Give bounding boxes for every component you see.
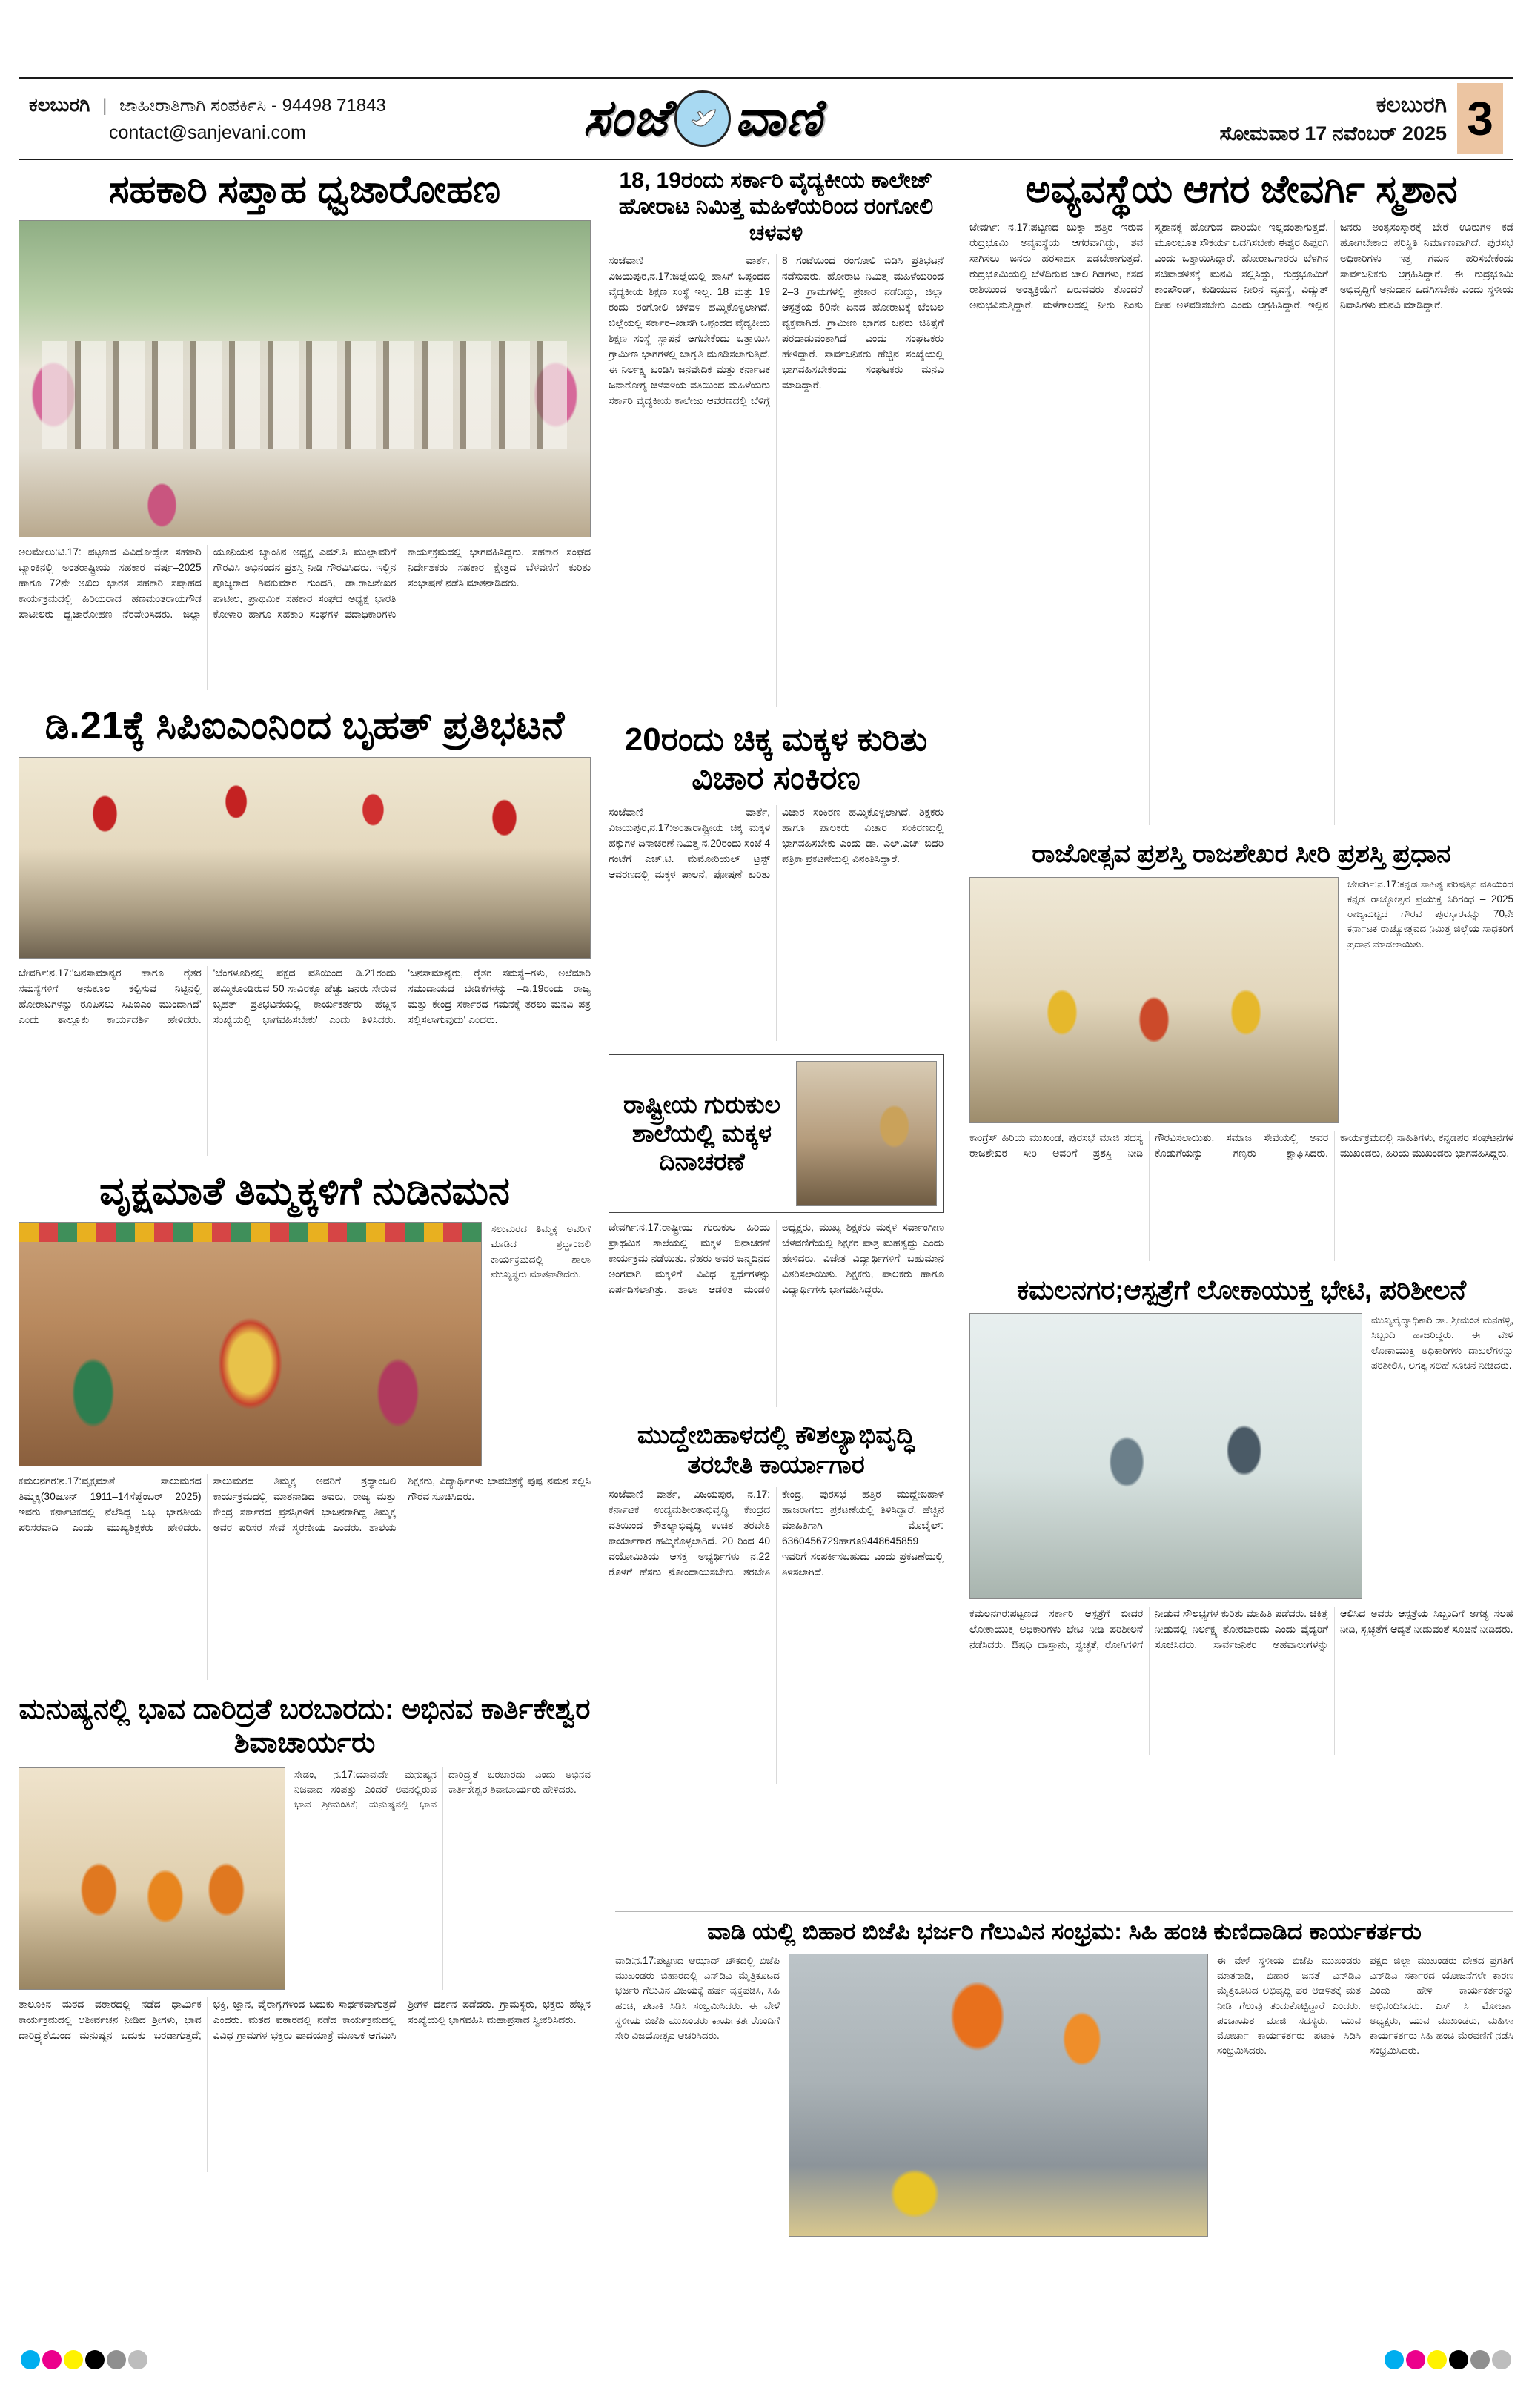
article-headline: ರಾಷ್ಟ್ರೀಯ ಗುರುಕುಲ ಶಾಲೆಯಲ್ಲಿ ಮಕ್ಕಳ ದಿನಾಚರಣೆ	[623, 1090, 780, 1176]
article-shivacharya-speech	[19, 1693, 591, 2172]
article-body: ಕಾಂಗ್ರೆಸ್ ಹಿರಿಯ ಮುಖಂಡ, ಪುರಸಭೆ ಮಾಜಿ ಸದಸ್ಯ ರಾಜಶೇಖರ ಸೀರಿ ಅವರಿಗೆ ಪ್ರಶಸ್ತಿ ನೀಡಿ ಗೌರವಿಸಲಾಯಿತು. ಸಮಾಜ ಸೇವೆಯಲ್ಲಿ ಅವರ ಕೊಡುಗೆಯನ್ನು ಗಣ್ಯರು ಶ್ಲಾಘಿಸಿದರು. ಕಾರ್ಯಕ್ರಮದಲ್ಲಿ ಸಾಹಿತಿಗಳು, ಕನ್ನಡಪರ ಸಂಘಟನೆಗಳ ಮುಖಂಡರು, ಹಿರಿಯ ಮುಖಂಡರು ಭಾಗವಹಿಸಿದ್ದರು.	[969, 1131, 1513, 1159]
cyan-dot	[21, 2350, 40, 2369]
article-col-2: ಈ ವೇಳೆ ಸ್ಥಳೀಯ ಬಿಜೆಪಿ ಮುಖಂಡರು ಮಾತನಾಡಿ, ಬಿಹಾರ ಜನತೆ ಎನ್‌ಡಿಎ ಮೈತ್ರಿಕೂಟದ ಅಭಿವೃದ್ಧಿ ಪರ ಆಡಳಿತಕ್ಕೆ ಮತ ನೀಡಿ ಗೆಲುವು ತಂದುಕೊಟ್ಟಿದ್ದಾರೆ ಎಂದರು. ಪಂಚಾಯತ ಮಾಜಿ ಸದಸ್ಯರು, ಯುವ ಮೋರ್ಚಾ ಕಾರ್ಯಕರ್ತರು ಪಟಾಕಿ ಸಿಡಿಸಿ ಸಂಭ್ರಮಿಸಿದರು.	[1217, 1954, 1361, 2057]
black-dot	[1449, 2350, 1468, 2369]
photo-saffron-seers-gathering	[19, 1767, 285, 1990]
magenta-dot	[42, 2350, 62, 2369]
article-body: ಸಂಜೆವಾಣಿ ವಾರ್ತೆ, ವಿಜಯಪುರ, ನ.17: ಕರ್ನಾಟಕ ಉದ್ಯಮಶೀಲತಾಭಿವೃದ್ಧಿ ಕೇಂದ್ರದ ವತಿಯಿಂದ ಕೌಶಲ್ಯಾಭಿವೃದ್ಧಿ ಉಚಿತ ತರಬೇತಿ ಕಾರ್ಯಾಗಾರ ಹಮ್ಮಿಕೊಳ್ಳಲಾಗಿದೆ. 20 ರಿಂದ 40 ವಯೋಮಿತಿಯ ಆಸಕ್ತ ಅಭ್ಯರ್ಥಿಗಳು ನ.22 ರೊಳಗೆ ಹೆಸರು ನೋಂದಾಯಿಸಬೇಕು. ತರಬೇತಿ ಕೇಂದ್ರ, ಪುರಸಭೆ ಹತ್ತಿರ ಮುದ್ದೇಬಿಹಾಳ ಹಾಜರಾಗಲು ಪ್ರಕಟಣೆಯಲ್ಲಿ ತಿಳಿಸಿದ್ದಾರೆ. ಹೆಚ್ಚಿನ ಮಾಹಿತಿಗಾಗಿ ಮೊಬೈಲ್: 6360456729ಹಾಗೂ9448645859 ಇವರಿಗೆ ಸಂಪರ್ಕಿಸಬಹುದು ಎಂದು ಪ್ರಕಟಣೆಯಲ್ಲಿ ತಿಳಿಸಲಾಗಿದೆ.	[609, 1489, 944, 1578]
article-body: ತಾಲೂಕಿನ ಮಠದ ವಠಾರದಲ್ಲಿ ನಡೆದ ಧಾರ್ಮಿಕ ಕಾರ್ಯಕ್ರಮದಲ್ಲಿ ಆಶೀರ್ವಚನ ನೀಡಿದ ಶ್ರೀಗಳು, ಭಾವ ದಾರಿದ್ರ್ಯತೆಯಿಂದ ಮನುಷ್ಯನ ಬದುಕು ಬರಡಾಗುತ್ತದೆ; ಭಕ್ತಿ, ಜ್ಞಾನ, ವೈರಾಗ್ಯಗಳಿಂದ ಬದುಕು ಸಾರ್ಥಕವಾಗುತ್ತದೆ ಎಂದರು. ಮಠದ ವಠಾರದಲ್ಲಿ ನಡೆದ ಕಾರ್ಯಕ್ರಮದಲ್ಲಿ ವಿವಿಧ ಗ್ರಾಮಗಳ ಭಕ್ತರು ಪಾದಯಾತ್ರೆ ಮೂಲಕ ಆಗಮಿಸಿ ಶ್ರೀಗಳ ದರ್ಶನ ಪಡೆದರು. ಗ್ರಾಮಸ್ಥರು, ಭಕ್ತರು ಹೆಚ್ಚಿನ ಸಂಖ್ಯೆಯಲ್ಲಿ ಭಾಗವಹಿಸಿ ಮಹಾಪ್ರಸಾದ ಸ್ವೀಕರಿಸಿದರು.	[19, 1998, 591, 2041]
article-side-text: ಸಲುಮರದ ತಿಮ್ಮಕ್ಕ ಅವರಿಗೆ ಮಾಡಿದ ಶ್ರದ್ಧಾಂಜಲಿ ಕಾರ್ಯಕ್ರಮದಲ್ಲಿ ಶಾಲಾ ಮುಖ್ಯಸ್ಥರು ಮಾತನಾಡಿದರು.	[491, 1223, 591, 1280]
article-lokayukta-visit	[969, 1274, 1513, 1755]
black-dot	[85, 2350, 105, 2369]
masthead	[583, 89, 822, 148]
gray-dot	[1470, 2350, 1490, 2369]
article-body: ಅಲಮೇಲು:ಟಿ.17: ಪಟ್ಟಣದ ವಿವಿಧೋದ್ದೇಶ ಸಹಕಾರಿ ಬ್ಯಾಂಕಿನಲ್ಲಿ ಅಂತರಾಷ್ಟ್ರೀಯ ಸಹಕಾರ ವರ್ಷ–2025 ಹಾಗೂ 72ನೇ ಅಖಿಲ ಭಾರತ ಸಹಕಾರಿ ಸಪ್ತಾಹದ ಕಾರ್ಯಕ್ರಮದಲ್ಲಿ ಹಿರಿಯರಾದ ಹಣಮಂತರಾಯಗೌಡ ಪಾಟೀಲರು ಧ್ವಜಾರೋಹಣ ನೆರವೇರಿಸಿದರು. ಜಿಲ್ಲಾ ಯೂನಿಯನ ಬ್ಯಾಂಕಿನ ಅಧ್ಯಕ್ಷ ಎಮ್.ಸಿ ಮುಲ್ಲಾವರಿಗೆ ಗೌರವಿಸಿ ಅಭಿನಂದನ ಪ್ರಶಸ್ತಿ ನೀಡಿ ಗೌರವಿಸಿದರು. ಇಲ್ಲಿನ ಪೂಜ್ಯರಾದ ಶಿವಕುಮಾರ ಗುಂದಗಿ, ಡಾ.ರಾಜಶೇಖರ ಪಾಟೀಲ, ಪ್ರಾಥಮಿಕ ಸಹಕಾರ ಸಂಘದ ಅಧ್ಯಕ್ಷ ಭಾರತಿ ಕೋಳಾರಿ ಹಾಗೂ ಸಹಕಾರಿ ಸಂಘಗಳ ಪದಾಧಿಕಾರಿಗಳು ಕಾರ್ಯಕ್ರಮದಲ್ಲಿ ಭಾಗವಹಿಸಿದ್ದರು. ಸಹಕಾರ ಸಂಘದ ನಿರ್ದೇಶಕರು ಸಹಕಾರ ಕ್ಷೇತ್ರದ ಬೆಳವಣಿಗೆ ಕುರಿತು ಸಂಭಾಷಣೆ ನಡೆಸಿ ಮಾತನಾಡಿದರು.	[19, 546, 591, 621]
gray-dot	[107, 2350, 126, 2369]
article-body: ಕಮಲನಗರ:ಪಟ್ಟಣದ ಸರ್ಕಾರಿ ಆಸ್ಪತ್ರೆಗೆ ಬೀದರ ಲೋಕಾಯುಕ್ತ ಅಧಿಕಾರಿಗಳು ಭೇಟಿ ನೀಡಿ ಪರಿಶೀಲನೆ ನಡೆಸಿದರು. ಔಷಧಿ ದಾಸ್ತಾನು, ಸ್ವಚ್ಛತೆ, ರೋಗಿಗಳಿಗೆ ನೀಡುವ ಸೌಲಭ್ಯಗಳ ಕುರಿತು ಮಾಹಿತಿ ಪಡೆದರು. ಚಿಕಿತ್ಸೆ ನೀಡುವಲ್ಲಿ ನಿರ್ಲಕ್ಷ್ಯ ತೋರಬಾರದು ಎಂದು ವೈದ್ಯರಿಗೆ ಸೂಚಿಸಿದರು. ಸಾರ್ವಜನಿಕರ ಅಹವಾಲುಗಳನ್ನು ಆಲಿಸಿದ ಅವರು ಆಸ್ಪತ್ರೆಯ ಸಿಬ್ಬಂದಿಗೆ ಅಗತ್ಯ ಸಲಹೆ ನೀಡಿ, ಸ್ವಚ್ಛತೆಗೆ ಆದ್ಯತೆ ನೀಡುವಂತೆ ಸೂಚನೆ ನೀಡಿದರು.	[969, 1608, 1513, 1651]
article-gurukula-childrens-day	[609, 1054, 944, 1407]
article-headline: ಮುದ್ದೇಬಿಹಾಳದಲ್ಲಿ ಕೌಶಲ್ಯಾಭಿವೃದ್ಧಿ ತರಬೇತಿ ಕಾರ್ಯಾಗಾರ	[637, 1420, 915, 1480]
article-headline: 20ರಂದು ಚಿಕ್ಕ ಮಕ್ಕಳ ಕುರಿತು ವಿಚಾರ ಸಂಕಿರಣ	[624, 721, 928, 797]
article-thimmakka-tribute	[19, 1169, 591, 1680]
page-number: 3	[1457, 83, 1503, 154]
left-column	[19, 165, 591, 2319]
photo-hospital-inspection	[969, 1313, 1362, 1599]
article-cooperative-week	[19, 168, 591, 690]
photo-flag-hoisting-ceremony	[19, 220, 591, 538]
article-bjp-bihar-victory	[615, 1911, 1513, 2328]
article-headline: ಡಿ.21ಕ್ಕೆ ಸಿಪಿಐಎಂನಿಂದ ಬೃಹತ್ ಪ್ರತಿಭಟನೆ	[44, 704, 565, 748]
article-children-seminar	[609, 721, 944, 1041]
article-headline: ಕಮಲನಗರ;ಆಸ್ಪತ್ರೆಗೆ ಲೋಕಾಯುಕ್ತ ಭೇಟಿ, ಪರಿಶೀಲನೆ	[1016, 1274, 1467, 1305]
article-headline: ಅವ್ಯವಸ್ಥೆಯ ಆಗರ ಜೇವರ್ಗಿ ಸ್ಮಶಾನ	[1025, 168, 1458, 211]
contact-email: contact@sanjevani.com	[108, 122, 306, 143]
article-body: ಜೇವರ್ಗಿ:ನ.17:'ಜನಸಾಮಾನ್ಯರ ಹಾಗೂ ರೈತರ ಸಮಸ್ಯೆಗಳಿಗೆ ಅನುಕೂಲ ಕಲ್ಪಿಸುವ ನಿಟ್ಟಿನಲ್ಲಿ ಹೋರಾಟಗಳನ್ನು ರೂಪಿಸಲು ಸಿಪಿಐಎಂ ಮುಂದಾಗಿದೆ' ಎಂದು ತಾಲ್ಲೂಕು ಕಾರ್ಯದರ್ಶಿ ಹೇಳಿದರು. 'ಬೆಂಗಳೂರಿನಲ್ಲಿ ಪಕ್ಷದ ವತಿಯಿಂದ ಡಿ.21ರಂದು ಹಮ್ಮಿಕೊಂಡಿರುವ 50 ಸಾವಿರಕ್ಕೂ ಹೆಚ್ಚು ಜನರು ಸೇರುವ ಬೃಹತ್ ಪ್ರತಿಭಟನೆಯಲ್ಲಿ ಕಾರ್ಯಕರ್ತರು ಹೆಚ್ಚಿನ ಸಂಖ್ಯೆಯಲ್ಲಿ ಭಾಗವಹಿಸಬೇಕು' ಎಂದು ತಿಳಿಸಿದರು. 'ಜನಸಾಮಾನ್ಯರು, ರೈತರ ಸಮಸ್ಯೆ–ಗಳು, ಅಲೆಮಾರಿ ಸಮುದಾಯದ ಬೇಡಿಕೆಗಳನ್ನು –ಡಿ.19ರಂದು ರಾಜ್ಯ ಮತ್ತು ಕೇಂದ್ರ ಸರ್ಕಾರದ ಗಮನಕ್ಕೆ ತರಲು ಮನವಿ ಪತ್ರ ಸಲ್ಲಿಸಲಾಗುವುದು' ಎಂದರು.	[19, 967, 591, 1025]
article-headline: ವಾಡಿ ಯಲ್ಲಿ ಬಿಹಾರ ಬಿಜೆಪಿ ಭರ್ಜರಿ ಗೆಲುವಿನ ಸಂಭ್ರಮ: ಸಿಹಿ ಹಂಚಿ ಕುಣಿದಾಡಿದ ಕಾರ್ಯಕರ್ತರು	[707, 1918, 1422, 1945]
article-jevargi-cemetery	[969, 168, 1513, 825]
light-gray-dot	[1492, 2350, 1511, 2369]
photo-award-ceremony-group	[969, 877, 1339, 1123]
header-separator: |	[102, 95, 107, 116]
edition-city: ಕಲಬುರಗಿ	[1376, 92, 1447, 117]
masthead-word-right: ವಾಣಿ	[735, 90, 823, 146]
article-body: ಜೇವರ್ಗಿ: ನ.17:ಪಟ್ಟಣದ ಬುಕ್ಕಾ ಹತ್ತಿರ ಇರುವ ರುದ್ರಭೂಮಿ ಅವ್ಯವಸ್ಥೆಯ ಆಗರವಾಗಿದ್ದು, ಶವ ಸಾಗಿಸಲು ಜನರು ಹರಸಾಹಸ ಪಡಬೇಕಾಗುತ್ತದೆ. ರುದ್ರಭೂಮಿಯಲ್ಲಿ ಬೆಳೆದಿರುವ ಜಾಲಿ ಗಿಡಗಳು, ಕಸದ ರಾಶಿಯಿಂದ ಅಂತ್ಯಕ್ರಿಯೆಗೆ ಬರುವವರು ತೊಂದರೆ ಅನುಭವಿಸುತ್ತಿದ್ದಾರೆ. ಮಳೆಗಾಲದಲ್ಲಿ ನೀರು ನಿಂತು ಸ್ಮಶಾನಕ್ಕೆ ಹೋಗುವ ದಾರಿಯೇ ಇಲ್ಲದಂತಾಗುತ್ತದೆ. ಮೂಲಭೂತ ಸೌಕರ್ಯ ಒದಗಿಸಬೇಕು ಈಶ್ವರ ಹಿಪ್ಪರಗಿ ಎಂದು ಒತ್ತಾಯಿಸಿದ್ದಾರೆ. ಹೋರಾಟಗಾರರು ಬೆಳಗಿನ ಸಚಿವಾಡಳಿತಕ್ಕೆ ಮನವಿ ಸಲ್ಲಿಸಿದ್ದು, ರುದ್ರಭೂಮಿಗೆ ಕಾಂಪೌಂಡ್, ಕುಡಿಯುವ ನೀರಿನ ವ್ಯವಸ್ಥೆ, ವಿದ್ಯುತ್ ದೀಪ ಅಳವಡಿಸಬೇಕು ಎಂದು ಆಗ್ರಹಿಸಿದ್ದಾರೆ. ಇಲ್ಲಿನ ಜನರು ಅಂತ್ಯಸಂಸ್ಕಾರಕ್ಕೆ ಬೇರೆ ಊರುಗಳ ಕಡೆ ಹೋಗಬೇಕಾದ ಪರಿಸ್ಥಿತಿ ನಿರ್ಮಾಣವಾಗಿದೆ. ಪುರಸಭೆ ಅಧಿಕಾರಿಗಳು ಇತ್ತ ಗಮನ ಹರಿಸಬೇಕೆಂದು ಸಾರ್ವಜನಿಕರು ಆಗ್ರಹಿಸಿದ್ದಾರೆ. ಈ ರುದ್ರಭೂಮಿ ಅಭಿವೃದ್ಧಿಗೆ ಅನುದಾನ ಒದಗಿಸಬೇಕು ಎಂದು ಸ್ಥಳೀಯ ನಿವಾಸಿಗಳು ಮನವಿ ಮಾಡಿದ್ದಾರೆ.	[969, 222, 1513, 311]
article-body: ಸಂಜೆವಾಣಿ ವಾರ್ತೆ, ವಿಜಯಪುರ,ನ.17:ಅಂತಾರಾಷ್ಟ್ರೀಯ ಚಿಕ್ಕ ಮಕ್ಕಳ ಹಕ್ಕುಗಳ ದಿನಾಚರಣೆ ನಿಮಿತ್ತ ನ.20ರಂದು ಸಂಜೆ 4 ಗಂಟೆಗೆ ಎಚ್.ಟಿ. ಮೆಮೋರಿಯಲ್ ಟ್ರಸ್ಟ್ ಆವರಣದಲ್ಲಿ ಮಕ್ಕಳ ಪಾಲನೆ, ಪೋಷಣೆ ಕುರಿತು ವಿಚಾರ ಸಂಕಿರಣ ಹಮ್ಮಿಕೊಳ್ಳಲಾಗಿದೆ. ಶಿಕ್ಷಕರು ಹಾಗೂ ಪಾಲಕರು ವಿಚಾರ ಸಂಕಿರಣದಲ್ಲಿ ಭಾಗವಹಿಸಬೇಕು ಎಂದು ಡಾ. ಎಲ್.ಎಚ್ ಬಿದರಿ ಪತ್ರಿಕಾ ಪ್ರಕಟಣೆಯಲ್ಲಿ ವಿನಂತಿಸಿದ್ದಾರೆ.	[609, 806, 944, 880]
article-cpim-protest	[19, 704, 591, 1155]
yellow-dot	[64, 2350, 83, 2369]
article-headline: ವೃಕ್ಷಮಾತೆ ತಿಮ್ಮಕ್ಕಳಿಗೆ ನುಡಿನಮನ	[99, 1169, 510, 1213]
photo-tribute-garlanded-portrait	[19, 1222, 482, 1466]
article-body: ಕಮಲನಗರ:ನ.17:ವೃಕ್ಷಮಾತೆ ಸಾಲುಮರದ ತಿಮ್ಮಕ್ಕ(30ಜೂನ್ 1911–14ಸೆಪ್ಟೆಂಬರ್ 2025) ಇವರು ಕರ್ನಾಟಕದಲ್ಲಿ ನೆಲೆಸಿದ್ದ ಒಬ್ಬ ಭಾರತೀಯ ಪರಿಸರವಾದಿ ಎಂದು ಮುಖ್ಯಶಿಕ್ಷಕರು ಹೇಳಿದರು. ಸಾಲುಮರದ ತಿಮ್ಮಕ್ಕ ಅವರಿಗೆ ಶ್ರದ್ಧಾಂಜಲಿ ಕಾರ್ಯಕ್ರಮದಲ್ಲಿ ಮಾತನಾಡಿದ ಅವರು, ರಾಜ್ಯ ಮತ್ತು ಕೇಂದ್ರ ಸರ್ಕಾರದ ಪ್ರಶಸ್ತಿಗಳಿಗೆ ಭಾಜನರಾಗಿದ್ದ ತಿಮ್ಮಕ್ಕ ಅವರ ಪರಿಸರ ಸೇವೆ ಸ್ಮರಣೀಯ ಎಂದರು. ಶಾಲೆಯ ಶಿಕ್ಷಕರು, ವಿದ್ಯಾರ್ಥಿಗಳು ಭಾವಚಿತ್ರಕ್ಕೆ ಪುಷ್ಪ ನಮನ ಸಲ್ಲಿಸಿ ಗೌರವ ಸೂಚಿಸಿದರು.	[19, 1475, 591, 1533]
print-color-marks-right	[1385, 2350, 1511, 2369]
contact-block	[29, 90, 386, 148]
photo-bjp-flags-celebration	[789, 1954, 1208, 2237]
headline-photo-box	[609, 1054, 944, 1213]
edition-block	[1219, 83, 1503, 154]
edition-date: ಸೋಮವಾರ 17 ನವೆಂಬರ್ 2025	[1219, 122, 1447, 145]
article-col-3: ಪಕ್ಷದ ಜಿಲ್ಲಾ ಮುಖಂಡರು ದೇಶದ ಪ್ರಗತಿಗೆ ಎನ್‌ಡಿಎ ಸರ್ಕಾರದ ಯೋಜನೆಗಳೇ ಕಾರಣ ಎಂದು ಹೇಳಿ ಕಾರ್ಯಕರ್ತರನ್ನು ಅಭಿನಂದಿಸಿದರು. ಎಸ್ ಸಿ ಮೋರ್ಚಾ ಅಧ್ಯಕ್ಷರು, ಯುವ ಮುಖಂಡರು, ಮಹಿಳಾ ಕಾರ್ಯಕರ್ತರು ಸಿಹಿ ಹಂಚಿ ಮೆರವಣಿಗೆ ನಡೆಸಿ ಸಂಭ್ರಮಿಸಿದರು.	[1370, 1954, 1513, 2057]
header-city: ಕಲಬುರಗಿ	[29, 93, 90, 116]
article-side-text: ಮುಖ್ಯವೈದ್ಯಾಧಿಕಾರಿ ಡಾ. ಶ್ರೀಮಂತ ಮನಹಳ್ಳಿ, ಸಿಬ್ಬಂದಿ ಹಾಜರಿದ್ದರು. ಈ ವೇಳೆ ಲೋಕಾಯುಕ್ತ ಅಧಿಕಾರಿಗಳು ದಾಖಲೆಗಳನ್ನು ಪರಿಶೀಲಿಸಿ, ಅಗತ್ಯ ಸಲಹೆ ಸೂಚನೆ ನೀಡಿದರು.	[1371, 1314, 1513, 1371]
article-headline: ಸಹಕಾರಿ ಸಪ್ತಾಹ ಧ್ವಜಾರೋಹಣ	[108, 168, 501, 211]
article-headline: ಮನುಷ್ಯನಲ್ಲಿ ಭಾವ ದಾರಿದ್ರತೆ ಬರಬಾರದು: ಅಭಿನವ ಕಾರ್ತಿಕೇಶ್ವರ ಶಿವಾಚಾರ್ಯರು	[19, 1694, 591, 1759]
page-header	[19, 77, 1513, 160]
article-headline: ರಾಜೋತ್ಸವ ಪ್ರಶಸ್ತಿ ರಾಜಶೇಖರ ಸೀರಿ ಪ್ರಶಸ್ತಿ ಪ್ರಧಾನ	[1032, 839, 1451, 869]
article-col-1: ವಾಡಿ:ನ.17:ಪಟ್ಟಣದ ಆಝಾದ್ ಚೌಕದಲ್ಲಿ ಬಿಜೆಪಿ ಮುಖಂಡರು ಬಿಹಾರದಲ್ಲಿ ಎನ್‌ಡಿಎ ಮೈತ್ರಿಕೂಟದ ಭರ್ಜರಿ ಗೆಲುವಿನ ವಿಜಯಕ್ಕೆ ಹರ್ಷ ವ್ಯಕ್ತಪಡಿಸಿ, ಸಿಹಿ ಹಂಚಿ, ಪಟಾಕಿ ಸಿಡಿಸಿ ಸಂಭ್ರಮಿಸಿದರು. ಈ ವೇಳೆ ಸ್ಥಳೀಯ ಬಿಜೆಪಿ ಮುಖಂಡರು ಕಾರ್ಯಕರ್ತರೊಂದಿಗೆ ಸೇರಿ ವಿಜಯೋತ್ಸವ ಆಚರಿಸಿದರು.	[615, 1954, 780, 2041]
light-gray-dot	[128, 2350, 147, 2369]
article-rajyotsava-award	[969, 838, 1513, 1260]
magenta-dot	[1406, 2350, 1425, 2369]
article-skill-workshop	[609, 1420, 944, 1784]
article-body: ಜೇವರ್ಗಿ:ನ.17:ರಾಷ್ಟ್ರೀಯ ಗುರುಕುಲ ಹಿರಿಯ ಪ್ರಾಥಮಿಕ ಶಾಲೆಯಲ್ಲಿ ಮಕ್ಕಳ ದಿನಾಚರಣೆ ಕಾರ್ಯಕ್ರಮ ನಡೆಯಿತು. ನೆಹರು ಅವರ ಜನ್ಮದಿನದ ಅಂಗವಾಗಿ ಮಕ್ಕಳಿಗೆ ವಿವಿಧ ಸ್ಪರ್ಧೆಗಳನ್ನು ಏರ್ಪಡಿಸಲಾಗಿತ್ತು. ಶಾಲಾ ಆಡಳಿತ ಮಂಡಳಿ ಅಧ್ಯಕ್ಷರು, ಮುಖ್ಯ ಶಿಕ್ಷಕರು ಮಕ್ಕಳ ಸರ್ವಾಂಗೀಣ ಬೆಳವಣಿಗೆಯಲ್ಲಿ ಶಿಕ್ಷಕರ ಪಾತ್ರ ಮಹತ್ವದ್ದು ಎಂದು ಹೇಳಿದರು. ವಿಜೇತ ವಿದ್ಯಾರ್ಥಿಗಳಿಗೆ ಬಹುಮಾನ ವಿತರಿಸಲಾಯಿತು. ಶಿಕ್ಷಕರು, ಪಾಲಕರು ಹಾಗೂ ವಿದ್ಯಾರ್ಥಿಗಳು ಭಾಗವಹಿಸಿದ್ದರು.	[609, 1221, 944, 1295]
cyan-dot	[1385, 2350, 1404, 2369]
yellow-dot	[1427, 2350, 1447, 2369]
photo-cpim-red-flags-group	[19, 757, 591, 959]
dove-icon	[674, 90, 731, 147]
article-body: ಸಂಜೆವಾಣಿ ವಾರ್ತೆ, ವಿಜಯಪುರ,ನ.17:ಜಿಲ್ಲೆಯಲ್ಲಿ ಹಾಸಿಗೆ ಒಪ್ಪಂದದ ವೈದ್ಯಕೀಯ ಶಿಕ್ಷಣ ಸಂಸ್ಥೆ ಇಲ್ಲ. 18 ಮತ್ತು 19 ರಂದು ರಂಗೋಲಿ ಚಳವಳಿ ಹಮ್ಮಿಕೊಳ್ಳಲಾಗಿದೆ. ಜಿಲ್ಲೆಯಲ್ಲಿ ಸರ್ಕಾರ–ಖಾಸಗಿ ಒಪ್ಪಂದದ ವೈದ್ಯಕೀಯ ಶಿಕ್ಷಣ ಸಂಸ್ಥೆ ಸ್ಥಾಪನೆ ಆಗಬೇಕೆಂದು ಒತ್ತಾಯಿಸಿ ಗ್ರಾಮೀಣ ಭಾಗಗಳಲ್ಲಿ ಜಾಗೃತಿ ಮೂಡಿಸಲಾಗುತ್ತಿದೆ. ಈ ನಿರ್ಲಕ್ಷ್ಯ ಖಂಡಿಸಿ ಜನವೇದಿಕೆ ಮತ್ತು ಕರ್ನಾಟಕ ಜನಾರೋಗ್ಯ ಚಳವಳಿಯ ವತಿಯಿಂದ ಮಹಿಳೆಯರು ಸರ್ಕಾರಿ ವೈದ್ಯಕೀಯ ಕಾಲೇಜು ಆವರಣದಲ್ಲಿ ಬೆಳಿಗ್ಗೆ 8 ಗಂಟೆಯಿಂದ ರಂಗೋಲಿ ಬಿಡಿಸಿ ಪ್ರತಿಭಟನೆ ನಡೆಸುವರು. ಹೋರಾಟ ನಿಮಿತ್ತ ಮಹಿಳೆಯರಿಂದ 2–3 ಗ್ರಾಮಗಳಲ್ಲಿ ಪ್ರಚಾರ ನಡೆದಿದ್ದು, ಜಿಲ್ಲಾ ಆಸ್ಪತ್ರೆಯ 60ನೇ ದಿನದ ಹೋರಾಟಕ್ಕೆ ಬೆಂಬಲ ವ್ಯಕ್ತವಾಗಿದೆ. ಗ್ರಾಮೀಣ ಭಾಗದ ಜನರು ಚಿಕಿತ್ಸೆಗೆ ಪರದಾಡುವಂತಾಗಿದೆ ಎಂದು ಸಂಘಟಕರು ಹೇಳಿದ್ದಾರೆ. ಸಾರ್ವಜನಿಕರು ಹೆಚ್ಚಿನ ಸಂಖ್ಯೆಯಲ್ಲಿ ಭಾಗವಹಿಸಬೇಕೆಂದು ಸಂಘಟಕರು ಮನವಿ ಮಾಡಿದ್ದಾರೆ.	[609, 255, 944, 406]
advert-contact-line: ಜಾಹೀರಾತಿಗಾಗಿ ಸಂಪರ್ಕಿಸಿ - 94498 71843	[119, 95, 386, 116]
photo-school-event	[796, 1061, 937, 1206]
print-color-marks-left	[21, 2350, 147, 2369]
masthead-word-left: ಸಂಜೆ	[583, 90, 670, 146]
article-side-text: ಜೇವರ್ಗಿ:ನ.17:ಕನ್ನಡ ಸಾಹಿತ್ಯ ಪರಿಷತ್ತಿನ ವತಿಯಿಂದ ಕನ್ನಡ ರಾಜ್ಯೋತ್ಸವ ಪ್ರಯುಕ್ತ ಸಿರಿಗಂಧ – 2025 ರಾಜ್ಯಮಟ್ಟದ ಗೌರವ ಪುರಸ್ಕಾರವನ್ನು 70ನೇ ಕರ್ನಾಟಕ ರಾಜ್ಯೋತ್ಸವದ ನಿಮಿತ್ತ ಜಿಲ್ಲೆಯ ಸಾಧಕರಿಗೆ ಪ್ರದಾನ ಮಾಡಲಾಯಿತು.	[1347, 878, 1513, 950]
article-headline: 18, 19ರಂದು ಸರ್ಕಾರಿ ವೈದ್ಯಕೀಯ ಕಾಲೇಜ್ ಹೋರಾಟ ನಿಮಿತ್ತ ಮಹಿಳೆಯರಿಂದ ರಂಗೋಲಿ ಚಳವಳಿ	[618, 168, 934, 245]
article-side-text: ಸೇಡಂ, ನ.17:ಯಾವುದೇ ಮನುಷ್ಯನ ನಿಜವಾದ ಸಂಪತ್ತು ಎಂದರೆ ಅವನಲ್ಲಿರುವ ಭಾವ ಶ್ರೀಮಂತಿಕೆ; ಮನುಷ್ಯನಲ್ಲಿ ಭಾವ ದಾರಿದ್ರ್ಯತೆ ಬರಬಾರದು ಎಂದು ಅಭಿನವ ಕಾರ್ತಿಕೇಶ್ವರ ಶಿವಾಚಾರ್ಯರು ಹೇಳಿದರು.	[294, 1768, 591, 1810]
article-rangoli-protest	[609, 168, 944, 707]
